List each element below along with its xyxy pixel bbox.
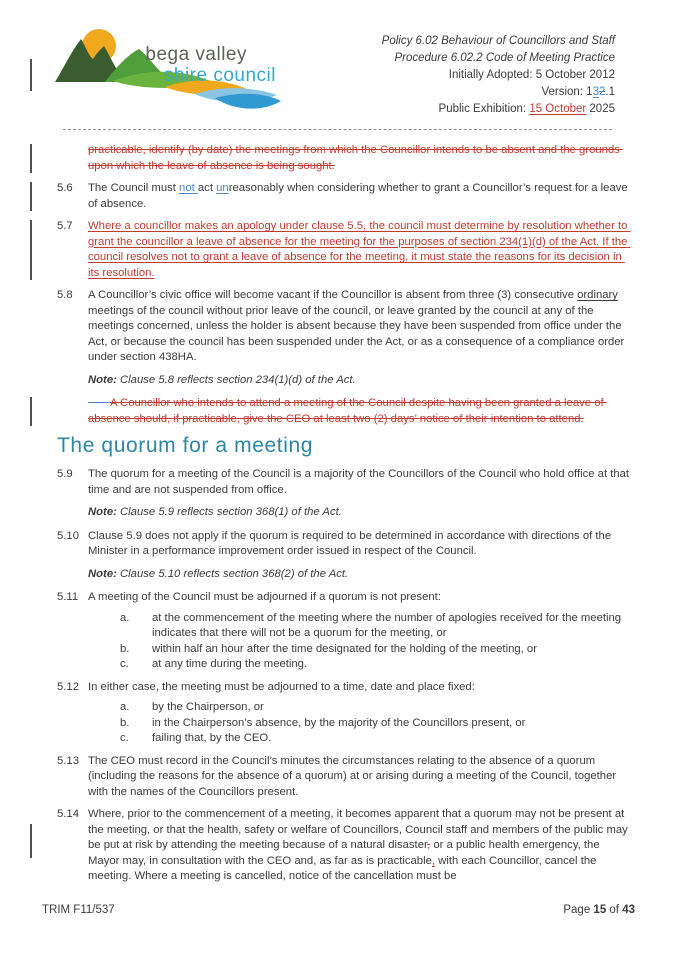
text-run: Policy 6.02 Behaviour of Councillors and Staff: [381, 35, 615, 47]
list-item-text: [152, 700, 633, 716]
list-item-label: c.: [120, 658, 129, 670]
text-run: failing that, by the CEO.: [152, 732, 272, 744]
meta-line: [382, 101, 615, 118]
text-run: Note:: [88, 506, 117, 518]
text-run: Clause 5.8 reflects section 234(1)(d) of the Act.: [116, 373, 356, 386]
text-run: Where, prior to the commencement of a meeting, it becomes apparent that a quorum may not be present at the meeting, or that the health, safety or welfare of Councillors, Council staff and members of the public may be put at risk by attending the meeting because of a natural disaster: [88, 808, 631, 851]
text-run: Clause 5.10 reflects section 368(2) of the Act.: [116, 567, 349, 580]
paragraph-text: [88, 181, 633, 212]
clause-5.6: [57, 181, 633, 212]
text-run: Note:: [88, 567, 117, 580]
paragraph-text: [88, 396, 633, 427]
text-run: at any time during the meeting.: [152, 658, 308, 670]
text-run: A meeting of the Council must be adjourned if a quorum is not present:: [88, 591, 441, 603]
paragraph-text: [88, 143, 633, 174]
clause-5.10: [57, 529, 633, 560]
logo-text-bega-valley: bega valley: [145, 44, 247, 65]
clause-number: 5.9: [57, 468, 73, 480]
list-item: [120, 642, 633, 658]
text-run: Version: 1: [541, 86, 593, 98]
text-run: The quorum for a meeting of the Council is a majority of the Councillors of the Council who hold office at that time and are not suspended from office.: [88, 468, 633, 496]
note: [57, 505, 633, 521]
para: [57, 396, 633, 427]
text-run: 15 October: [529, 103, 587, 115]
list-item-label: b.: [120, 716, 130, 729]
text-run: Public Exhibition:: [438, 103, 530, 115]
paragraph-text: [88, 680, 633, 696]
list-item: [120, 731, 633, 747]
list-item-label: a.: [120, 611, 130, 624]
clause-number: 5.13: [57, 754, 79, 767]
text-run: The Council must: [88, 182, 180, 194]
text-run: by the Chairperson, or: [152, 701, 264, 713]
sub-list: [120, 611, 633, 673]
text-run: A Councillor’s civic office will become vacant if the Councillor is absent from three (3) consecutive: [88, 289, 578, 301]
text-run: ordinary: [577, 289, 618, 301]
clause-5.12: [57, 680, 633, 747]
text-run: 2025: [586, 103, 615, 115]
clause-number: 5.6: [57, 182, 73, 194]
text-run: ,: [427, 839, 431, 851]
text-run: meetings of the council without prior leave of the council, or leave granted by the council at any of the meetings concerned, unless the holder is absent because they have been suspended from office under the Act, or because the council has been suspended under the Act, or as a consequence of a compliance order under section 438HA.: [88, 289, 628, 363]
revision-bar: [30, 59, 32, 91]
meta-line: [382, 84, 615, 101]
list-item: [120, 657, 633, 673]
text-run: practicable, identify (by date) the meetings from which the Councillor intends to be absent and the grounds upon which the leave of absence is being sought.: [88, 144, 624, 172]
clause-number: 5.12: [57, 680, 79, 693]
text-run: of: [606, 904, 623, 916]
document-meta: [382, 33, 615, 118]
paragraph-text: [88, 505, 633, 521]
text-run: within half an hour after the time designated for the holding of the meeting, or: [152, 642, 537, 655]
text-run: with each Councillor, cancel the meeting. Where a meeting is cancelled, notice of the cancellation must be: [88, 854, 600, 882]
text-run: In either case, the meeting must be adjourned to a time, date and place fixed:: [88, 680, 475, 693]
page-header: [0, 0, 675, 129]
note: [57, 567, 633, 583]
paragraph-text: [88, 590, 633, 606]
para: [57, 143, 633, 174]
text-run: The CEO must record in the Council’s minutes the circumstances relating to the absence of a quorum (including the reasons for the absence of a quorum) at or arising during a meeting of the Council, together with the names of the Councillors present.: [88, 754, 620, 798]
list-item-label: a.: [120, 701, 130, 713]
text-run: 43: [622, 904, 635, 916]
text-run: reasonably when considering whether to grant a Councillor’s request for a leave of absence.: [88, 182, 631, 210]
paragraph-text: [88, 373, 633, 389]
text-run: [88, 397, 110, 409]
text-run: .1: [605, 86, 615, 98]
logo-text-shire-council: shire council: [163, 65, 276, 86]
paragraph-text: [88, 754, 633, 801]
paragraph-text: [88, 467, 633, 498]
paragraph-text: [88, 288, 633, 366]
text-run: not: [179, 182, 198, 194]
list-item-text: [152, 716, 633, 732]
trim-reference: TRIM F11/537: [42, 904, 115, 916]
clause-number: 5.10: [57, 529, 79, 542]
meta-line: [382, 50, 615, 67]
list-item-text: [152, 642, 633, 658]
text-run: 3: [592, 86, 599, 98]
clause-5.14: [57, 807, 633, 885]
list-item: [120, 716, 633, 732]
list-item: [120, 611, 633, 642]
text-run: at the commencement of the meeting where the number of apologies received for the meeting indicates that there will not be a quorum for the meeting, or: [152, 611, 625, 639]
clause-5.9: [57, 467, 633, 498]
list-item-text: [152, 657, 633, 673]
clause-5.7: [57, 219, 633, 281]
clause-5.11: [57, 590, 633, 673]
text-run: or a public health emergency, the Mayor may, in consultation with the CEO and, as far as is practicable: [88, 839, 603, 867]
text-run: 2: [599, 86, 606, 98]
clause-5.13: [57, 754, 633, 801]
text-run: un: [216, 182, 229, 194]
list-item-label: b.: [120, 642, 130, 655]
text-run: act: [197, 182, 217, 194]
sub-list: [120, 700, 633, 747]
text-run: Where a councillor makes an apology under clause 5.5, the council must determine by resolution whether to grant the councillor a leave of absence for the meeting for the purposes of section 234(1)(d) of the Act. If the council resolves not to grant a leave of absence for the meeting, it must state the reasons for its decision in its resolution.: [88, 220, 631, 279]
text-run: in the Chairperson’s absence, by the majority of the Councillors present, or: [152, 716, 526, 729]
meta-line: [382, 67, 615, 84]
page-number: [563, 903, 635, 919]
text-run: Note:: [88, 373, 117, 386]
text-run: Initially Adopted: 5 October 2012: [448, 69, 615, 81]
text-run: Clause 5.9 does not apply if the quorum is required to be determined in accordance with directions of the Minister in a performance improvement order issued in respect of the Council.: [88, 529, 615, 557]
clause-5.8: [57, 288, 633, 366]
page-footer: [42, 903, 635, 919]
note: [57, 373, 633, 389]
text-run: Page: [563, 904, 594, 916]
text-run: ,: [431, 854, 436, 867]
text-run: Clause 5.9 reflects section 368(1) of the Act.: [116, 506, 342, 518]
list-item-text: [152, 731, 633, 747]
meta-line: [382, 33, 615, 50]
paragraph-text: [88, 529, 633, 560]
paragraph-text: [88, 219, 633, 281]
text-run: 15: [593, 904, 607, 916]
list-item-text: [152, 611, 633, 642]
document-body: [57, 130, 633, 885]
section-heading: The quorum for a meeting: [57, 434, 314, 457]
clause-number: 5.11: [57, 591, 79, 603]
list-item: [120, 700, 633, 716]
paragraph-text: [88, 807, 633, 885]
clause-number: 5.7: [57, 220, 73, 232]
text-run: A Councillor who intends to attend a meeting of the Council despite having been granted a leave of absence should, if practicable, give the CEO at least two (2) days’ notice of their intention to attend.: [88, 397, 607, 425]
bega-valley-shire-council-logo: [55, 24, 283, 119]
clause-number: 5.14: [57, 808, 79, 820]
list-item-label: c.: [120, 732, 129, 744]
clause-number: 5.8: [57, 289, 73, 301]
text-run: Procedure 6.02.2 Code of Meeting Practice: [394, 52, 615, 64]
paragraph-text: [88, 567, 633, 583]
